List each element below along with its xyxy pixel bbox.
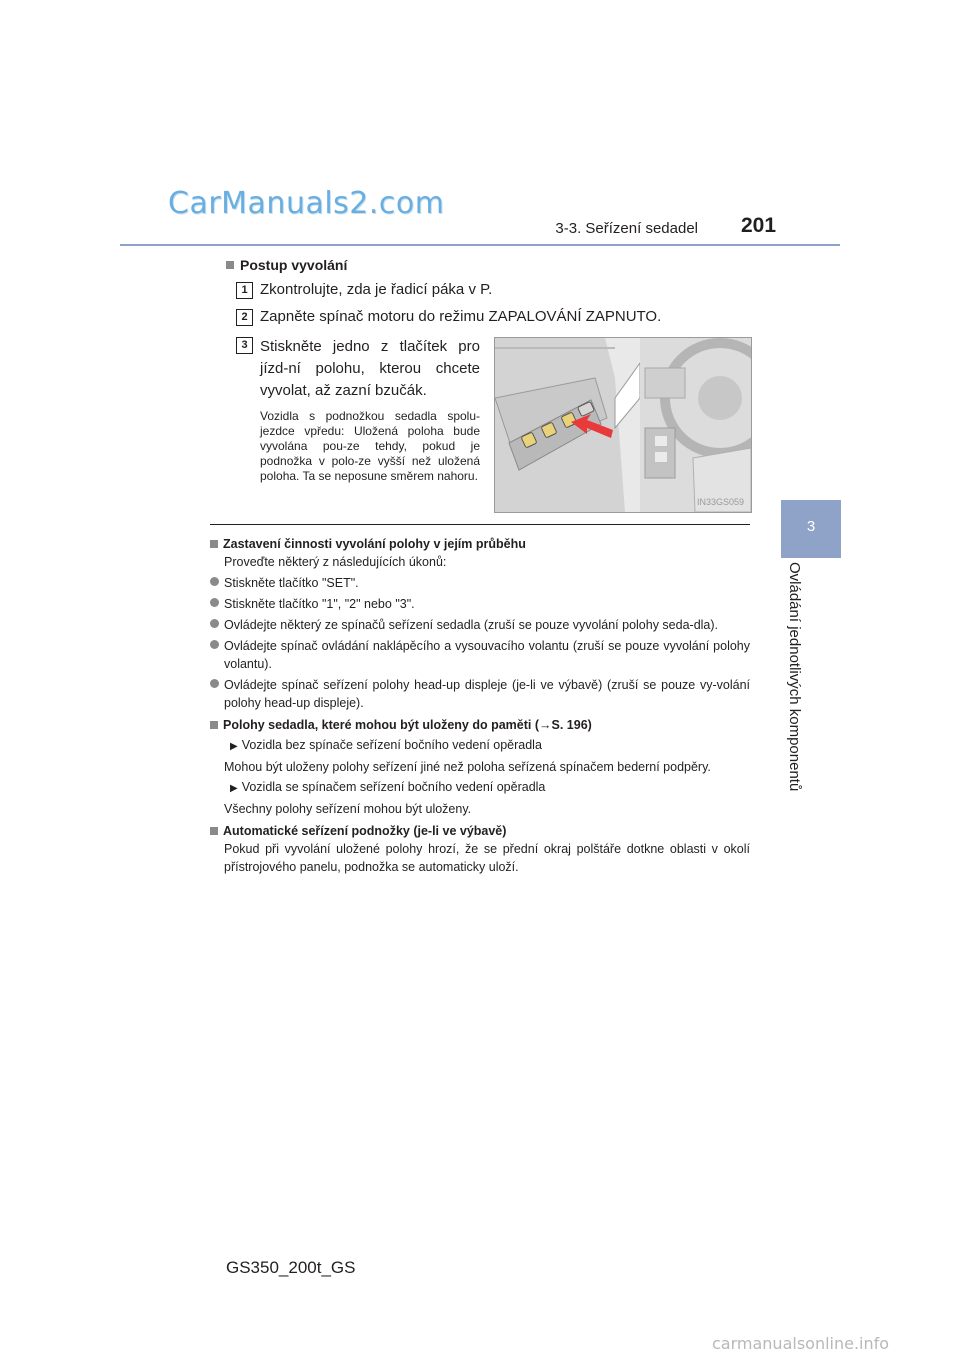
figure-code: IN33GS059 — [697, 497, 745, 507]
note-heading-memory: Polohy sedadla, které mohou být uloženy do paměti (→S. 196) — [210, 716, 750, 734]
square-bullet-icon — [226, 261, 234, 269]
auto-text: Pokud při vyvolání uložené polohy hrozí, že se přední okraj polštáře dotkne oblasti v okolí přístrojového panelu, podnožka se automaticky uloží. — [224, 842, 750, 874]
square-bullet-icon — [210, 540, 218, 548]
round-bullet-icon — [210, 640, 219, 649]
header-divider — [120, 244, 840, 246]
list-item: Stiskněte tlačítko "SET". — [210, 574, 750, 592]
chapter-title-wrap — [786, 562, 960, 792]
list-item: Ovládejte spínač seřízení polohy head-up displeje (je-li ve výbavě) (zruší se pouze vy-volání polohy head-up displeje). — [210, 676, 750, 712]
step-3-badge: 3 — [236, 337, 253, 354]
section-heading — [226, 257, 347, 273]
round-bullet-icon — [210, 577, 219, 586]
memory-buttons-figure — [494, 337, 752, 513]
vehicle-variant-label: ▶ Vozidla bez spínače seřízení bočního vedení opěradla — [230, 738, 542, 752]
header-section-title: 3-3. Seřízení sedadel — [555, 220, 698, 237]
watermark-footer: carmanualsonline.info — [712, 1334, 890, 1353]
notes-section — [210, 533, 750, 876]
chapter-number: 3 — [806, 518, 816, 535]
door-panel-illustration — [495, 338, 751, 512]
list-item: Stiskněte tlačítko "1", "2" nebo "3". — [210, 595, 750, 613]
list-item: Ovládejte některý ze spínačů seřízení sedadla (zruší se pouze vyvolání polohy seda-dla). — [210, 616, 750, 634]
step-1-badge: 1 — [236, 282, 253, 299]
note-heading-stop: Zastavení činnosti vyvolání polohy v jejím průběhu — [210, 535, 750, 553]
step-3-note: Vozidla s podnožkou sedadla spolu-jezdce vpředu: Uložená poloha bude vyvolána pou-ze tehdy, pokud je podnožka v polo-ze vyšší než uložená poloha. Ta se neposune směrem nahoru. — [260, 409, 480, 483]
vehicle-variant-label: ▶ Vozidla se spínačem seřízení bočního vedení opěradla — [230, 780, 546, 794]
step-2-badge: 2 — [236, 309, 253, 326]
triangle-right-icon: ▶ — [230, 741, 238, 752]
watermark-logo: CarManuals2.com — [168, 186, 445, 221]
list-item: Ovládejte spínač ovládání naklápěcího a vysouvacího volantu (zruší se pouze vyvolání polohy volantu). — [210, 637, 750, 673]
square-bullet-icon — [210, 827, 218, 835]
variant-text: Mohou být uloženy polohy seřízení jiné než poloha seřízená spínačem bederní podpěry. — [224, 760, 711, 774]
footer-model-code: GS350_200t_GS — [226, 1258, 356, 1277]
chapter-title: Ovládání jednotlivých komponentů — [786, 562, 803, 792]
round-bullet-icon — [210, 619, 219, 628]
square-bullet-icon — [210, 721, 218, 729]
note-heading-auto: Automatické seřízení podnožky (je-li ve výbavě) — [210, 822, 750, 840]
round-bullet-icon — [210, 679, 219, 688]
step-2-text: Zapněte spínač motoru do režimu ZAPALOVÁNÍ ZAPNUTO. — [260, 308, 662, 325]
note-intro: Proveďte některý z následujících úkonů: — [224, 555, 447, 569]
notes-divider — [210, 524, 750, 525]
section-heading-text: Postup vyvolání — [240, 257, 348, 273]
triangle-right-icon: ▶ — [230, 783, 238, 794]
variant-text: Všechny polohy seřízení mohou být uloženy. — [224, 802, 472, 816]
step-1-text: Zkontrolujte, zda je řadicí páka v P. — [260, 281, 493, 298]
round-bullet-icon — [210, 598, 219, 607]
step-3-text: Stiskněte jedno z tlačítek pro jízd-ní polohu, kterou chcete vyvolat, až zazní bzučák. — [260, 338, 480, 399]
page-number: 201 — [741, 214, 777, 237]
